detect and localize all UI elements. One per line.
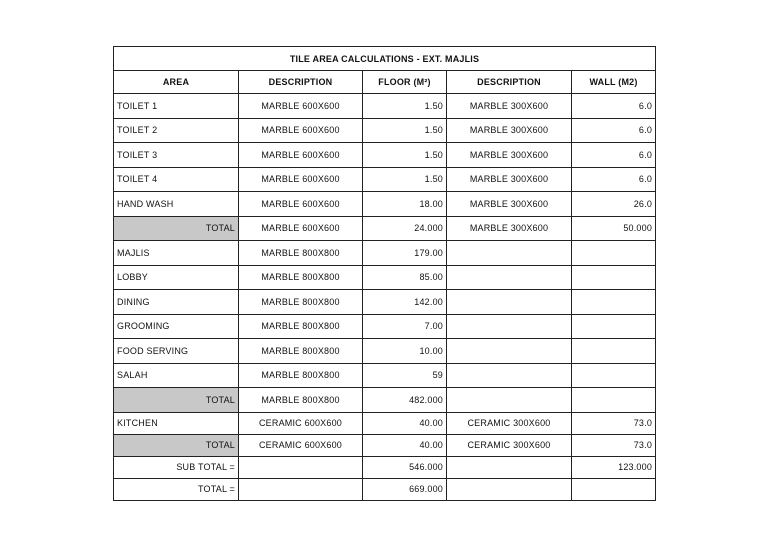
grand-total-row (114, 478, 656, 500)
area-cell: MAJLIS (114, 241, 239, 266)
floor-area-cell: 1.50 (363, 167, 447, 192)
floor-description-cell: MARBLE 600X600 (239, 192, 363, 217)
table-title: TILE AREA CALCULATIONS - EXT. MAJLIS (114, 47, 656, 71)
wall-area-cell (572, 388, 656, 413)
area-cell: KITCHEN (114, 412, 239, 434)
table-row (114, 314, 656, 339)
floor-area-cell: 179.00 (363, 241, 447, 266)
header-wall-description: DESCRIPTION (447, 71, 572, 94)
total-row (114, 216, 656, 241)
floor-area-cell: 40.00 (363, 434, 447, 456)
empty-cell (239, 456, 363, 478)
floor-description-cell: MARBLE 600X600 (239, 216, 363, 241)
table-row (114, 192, 656, 217)
header-floor-description: DESCRIPTION (239, 71, 363, 94)
header-area: AREA (114, 71, 239, 94)
wall-description-cell: MARBLE 300X600 (447, 216, 572, 241)
floor-description-cell: MARBLE 800X800 (239, 363, 363, 388)
floor-description-cell: MARBLE 800X800 (239, 339, 363, 364)
table-row (114, 339, 656, 364)
wall-description-cell: CERAMIC 300X600 (447, 412, 572, 434)
table-row (114, 412, 656, 434)
total-row (114, 388, 656, 413)
wall-area-cell: 6.0 (572, 143, 656, 168)
area-cell: LOBBY (114, 265, 239, 290)
empty-cell (447, 456, 572, 478)
floor-description-cell: MARBLE 800X800 (239, 314, 363, 339)
area-cell: TOILET 4 (114, 167, 239, 192)
floor-area-cell: 10.00 (363, 339, 447, 364)
subtotal-row (114, 456, 656, 478)
wall-area-cell: 6.0 (572, 94, 656, 119)
floor-description-cell: MARBLE 800X800 (239, 241, 363, 266)
wall-description-cell: MARBLE 300X600 (447, 167, 572, 192)
wall-area-cell: 73.0 (572, 434, 656, 456)
total-label-cell: TOTAL (114, 216, 239, 241)
subtotal-wall: 123.000 (572, 456, 656, 478)
wall-area-cell (572, 290, 656, 315)
floor-area-cell: 40.00 (363, 412, 447, 434)
floor-area-cell: 1.50 (363, 143, 447, 168)
grand-total-label: TOTAL = (114, 478, 239, 500)
wall-area-cell (572, 339, 656, 364)
wall-description-cell: MARBLE 300X600 (447, 94, 572, 119)
wall-description-cell: MARBLE 300X600 (447, 118, 572, 143)
wall-area-cell: 73.0 (572, 412, 656, 434)
subtotal-label: SUB TOTAL = (114, 456, 239, 478)
header-row (114, 71, 656, 94)
table-row (114, 241, 656, 266)
floor-area-cell: 59 (363, 363, 447, 388)
floor-area-cell: 7.00 (363, 314, 447, 339)
empty-cell (572, 478, 656, 500)
empty-cell (447, 478, 572, 500)
area-cell: GROOMING (114, 314, 239, 339)
floor-area-cell: 1.50 (363, 94, 447, 119)
wall-description-cell (447, 241, 572, 266)
wall-description-cell: MARBLE 300X600 (447, 143, 572, 168)
wall-description-cell (447, 265, 572, 290)
floor-description-cell: CERAMIC 600X600 (239, 434, 363, 456)
table-row (114, 94, 656, 119)
floor-area-cell: 18.00 (363, 192, 447, 217)
floor-description-cell: MARBLE 600X600 (239, 94, 363, 119)
area-cell: DINING (114, 290, 239, 315)
wall-area-cell (572, 241, 656, 266)
table-row (114, 290, 656, 315)
empty-cell (239, 478, 363, 500)
wall-area-cell (572, 314, 656, 339)
area-cell: HAND WASH (114, 192, 239, 217)
wall-area-cell: 50.000 (572, 216, 656, 241)
wall-area-cell: 6.0 (572, 167, 656, 192)
total-row (114, 434, 656, 456)
wall-area-cell: 26.0 (572, 192, 656, 217)
wall-description-cell: MARBLE 300X600 (447, 192, 572, 217)
wall-description-cell: CERAMIC 300X600 (447, 434, 572, 456)
subtotal-floor: 546.000 (363, 456, 447, 478)
wall-description-cell (447, 388, 572, 413)
floor-area-cell: 24.000 (363, 216, 447, 241)
floor-area-cell: 1.50 (363, 118, 447, 143)
floor-area-cell: 482.000 (363, 388, 447, 413)
wall-area-cell (572, 363, 656, 388)
area-cell: TOILET 3 (114, 143, 239, 168)
floor-description-cell: MARBLE 600X600 (239, 167, 363, 192)
floor-description-cell: MARBLE 800X800 (239, 265, 363, 290)
table-row (114, 167, 656, 192)
area-cell: SALAH (114, 363, 239, 388)
wall-description-cell (447, 290, 572, 315)
floor-description-cell: CERAMIC 600X600 (239, 412, 363, 434)
floor-area-cell: 85.00 (363, 265, 447, 290)
title-row (114, 47, 656, 71)
wall-description-cell (447, 363, 572, 388)
wall-description-cell (447, 339, 572, 364)
floor-area-cell: 142.00 (363, 290, 447, 315)
area-cell: TOILET 1 (114, 94, 239, 119)
table-row (114, 265, 656, 290)
area-cell: FOOD SERVING (114, 339, 239, 364)
total-label-cell: TOTAL (114, 388, 239, 413)
wall-area-cell (572, 265, 656, 290)
floor-description-cell: MARBLE 800X800 (239, 290, 363, 315)
header-floor: FLOOR (M²) (363, 71, 447, 94)
floor-description-cell: MARBLE 800X800 (239, 388, 363, 413)
area-cell: TOILET 2 (114, 118, 239, 143)
wall-description-cell (447, 314, 572, 339)
tile-area-table (113, 46, 656, 501)
floor-description-cell: MARBLE 600X600 (239, 143, 363, 168)
grand-total-floor: 669.000 (363, 478, 447, 500)
table-row (114, 363, 656, 388)
floor-description-cell: MARBLE 600X600 (239, 118, 363, 143)
table-row (114, 118, 656, 143)
wall-area-cell: 6.0 (572, 118, 656, 143)
header-wall: WALL (M2) (572, 71, 656, 94)
total-label-cell: TOTAL (114, 434, 239, 456)
table-row (114, 143, 656, 168)
